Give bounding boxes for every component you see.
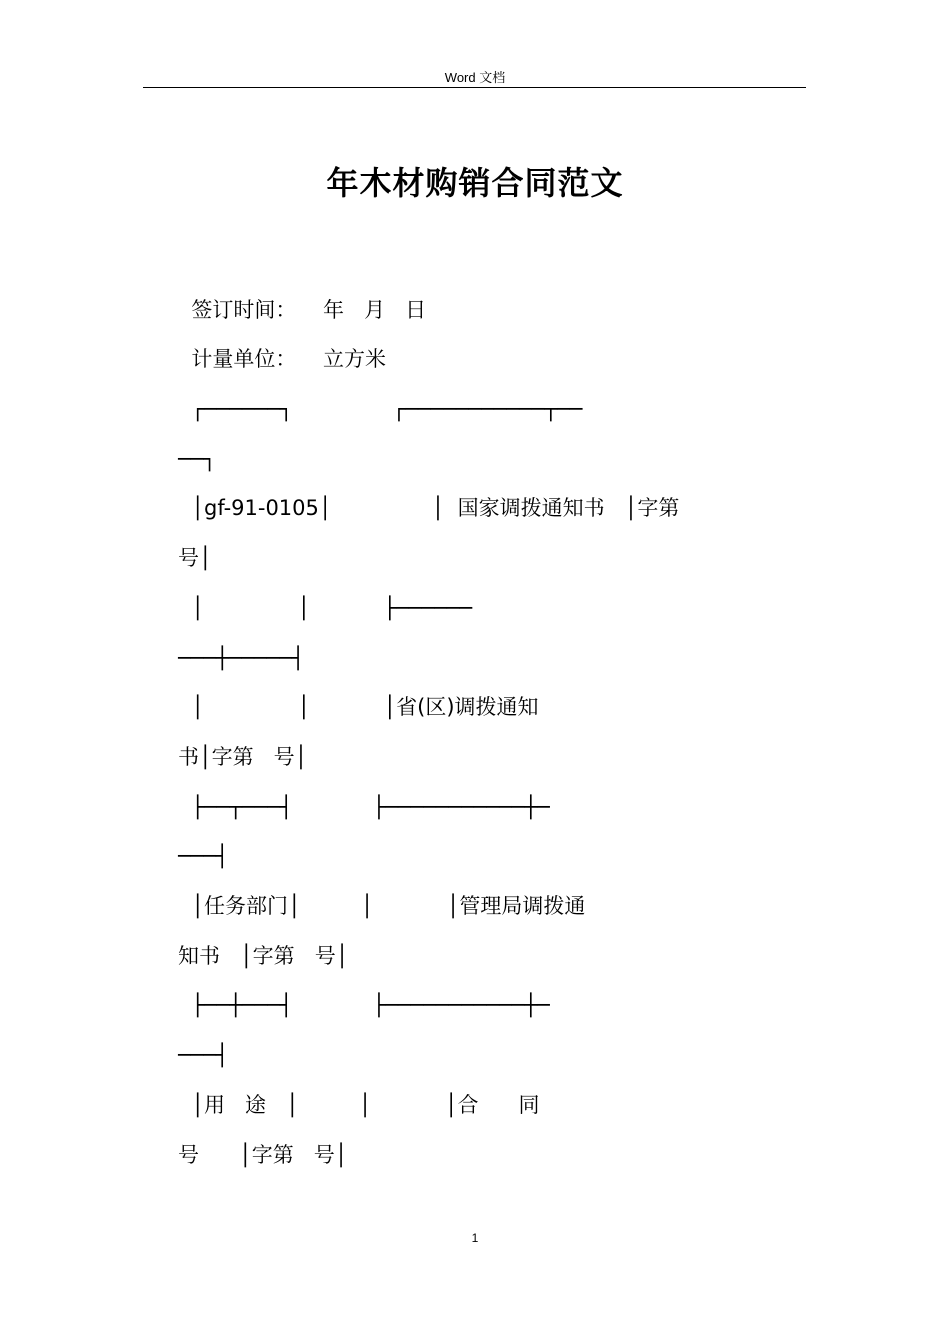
document-title: 年木材购销合同范文 <box>326 164 624 202</box>
table-border-line: ───┼─────┤ <box>178 646 305 670</box>
page-number: 1 <box>471 1231 479 1245</box>
table-row-line: 知书 │字第 号│ <box>178 944 349 968</box>
table-row-line: 号 │字第 号│ <box>178 1143 348 1167</box>
page-header: Word 文档 <box>444 70 506 85</box>
table-row-line: │ │ │省(区)调拨通知 <box>178 695 539 719</box>
table-border-line: │ │ ├────── <box>178 596 473 620</box>
table-border-line: ├──┼───┤ ├───────────┼─ <box>178 993 550 1017</box>
header-divider <box>143 87 806 88</box>
sign-date-line: 签订时间： 年 月 日 <box>178 298 427 322</box>
table-border-line: ───┤ <box>178 844 229 868</box>
table-row-line: │任务部门│ │ │管理局调拨通 <box>178 894 586 918</box>
unit-line: 计量单位： 立方米 <box>178 347 387 371</box>
table-row-line: │gf-91-0105│ │ 国家调拨通知书 │字第 <box>178 496 680 520</box>
table-border-line: ├──┬───┤ ├───────────┼─ <box>178 795 550 819</box>
table-row-line: 书│字第 号│ <box>178 745 308 769</box>
table-row-line: 号│ <box>178 546 212 570</box>
table-border-line: ──┐ <box>178 447 216 471</box>
table-border-line: ┌──────┐ ┌───────────┬── <box>178 397 583 421</box>
table-row-line: │用 途 │ │ │合 同 <box>178 1093 540 1117</box>
table-border-line: ───┤ <box>178 1043 229 1067</box>
